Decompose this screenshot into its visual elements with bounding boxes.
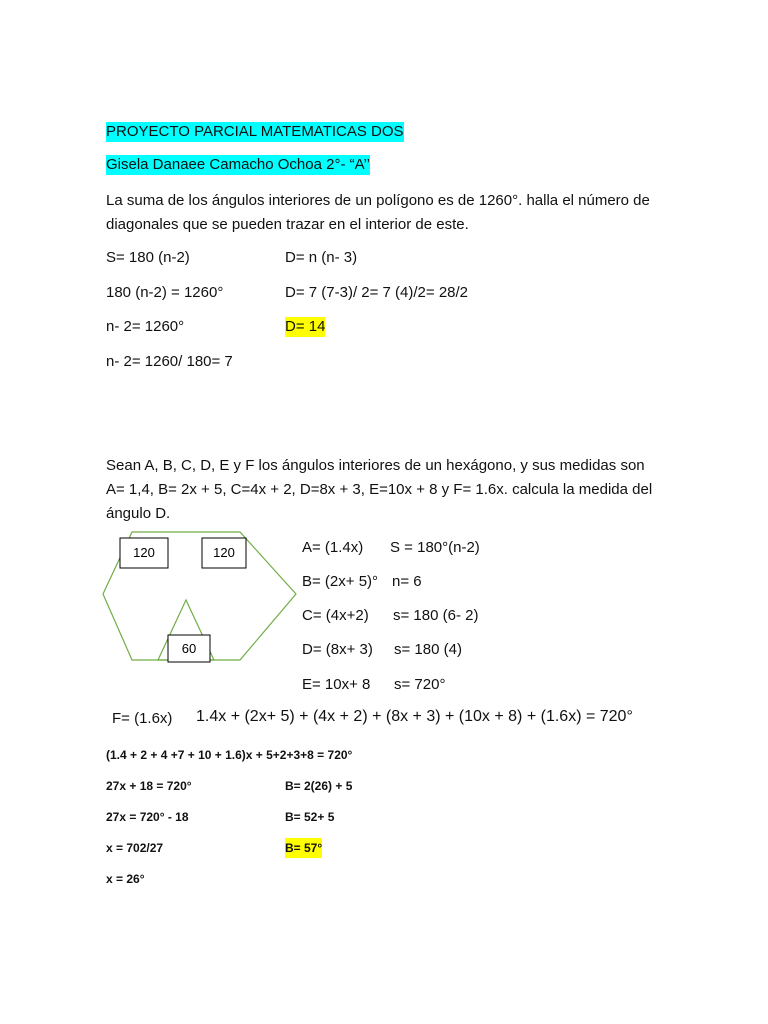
hexagon-figure xyxy=(100,530,300,665)
p1-diag-calc: D= 7 (7-3)/ 2= 7 (4)/2= 28/2 xyxy=(285,284,469,301)
sum-step-1: s= 180 (6- 2) xyxy=(393,607,479,624)
angle-c: C= (4x+2) xyxy=(302,607,369,624)
b-step-1: B= 2(26) + 5 xyxy=(285,779,353,793)
angle-label-3: 60 xyxy=(181,641,197,656)
angle-e: E= 10x+ 8 xyxy=(302,676,371,693)
b-step-2: B= 52+ 5 xyxy=(285,810,335,824)
p1-diag-formula: D= n (n- 3) xyxy=(285,249,358,266)
p1-step-1: S= 180 (n-2) xyxy=(106,249,190,266)
document-title: PROYECTO PARCIAL MATEMATICAS DOS xyxy=(106,123,404,140)
work-step-3: 27x = 720° - 18 xyxy=(106,810,189,824)
angle-d: D= (8x+ 3) xyxy=(302,641,373,658)
angle-label-2: 120 xyxy=(213,545,235,560)
work-result-x: x = 26° xyxy=(106,872,145,886)
p1-step-3: n- 2= 1260° xyxy=(106,318,185,335)
problem1-statement: La suma de los ángulos interiores de un polígono es de 1260°. halla el número de diagonales que se pueden trazar en el interior de este. xyxy=(106,192,650,233)
angle-label-1: 120 xyxy=(133,545,155,560)
p1-step-2: 180 (n-2) = 1260° xyxy=(106,284,224,301)
sum-step-2: s= 180 (4) xyxy=(394,641,462,658)
angle-a: A= (1.4x) xyxy=(302,539,364,556)
p1-step-4: n- 2= 1260/ 180= 7 xyxy=(106,353,233,370)
sum-formula: S = 180°(n-2) xyxy=(390,539,480,556)
angle-b: B= (2x+ 5)° xyxy=(302,573,379,590)
work-step-2: 27x + 18 = 720° xyxy=(106,779,192,793)
work-step-1: (1.4 + 2 + 4 +7 + 10 + 1.6)x + 5+2+3+8 = 720° xyxy=(106,748,353,762)
sum-result: s= 720° xyxy=(394,676,446,693)
main-equation: 1.4x + (2x+ 5) + (4x + 2) + (8x + 3) + (10x + 8) + (1.6x) = 720° xyxy=(196,708,633,725)
author-line: Gisela Danaee Camacho Ochoa 2°- “A’’ xyxy=(106,156,370,173)
problem2-statement: Sean A, B, C, D, E y F los ángulos interiores de un hexágono, y sus medidas son A= 1,4, B= 2x + 5, C=4x + 2, D=8x + 3, E=10x + 8 y F= 1.6x. calcula la medida del ángulo D. xyxy=(106,457,653,522)
angle-f: F= (1.6x) xyxy=(112,710,173,727)
sum-n: n= 6 xyxy=(392,573,422,590)
b-answer: B= 57° xyxy=(285,838,322,858)
work-step-4: x = 702/27 xyxy=(106,841,164,855)
p1-answer: D= 14 xyxy=(285,318,326,335)
